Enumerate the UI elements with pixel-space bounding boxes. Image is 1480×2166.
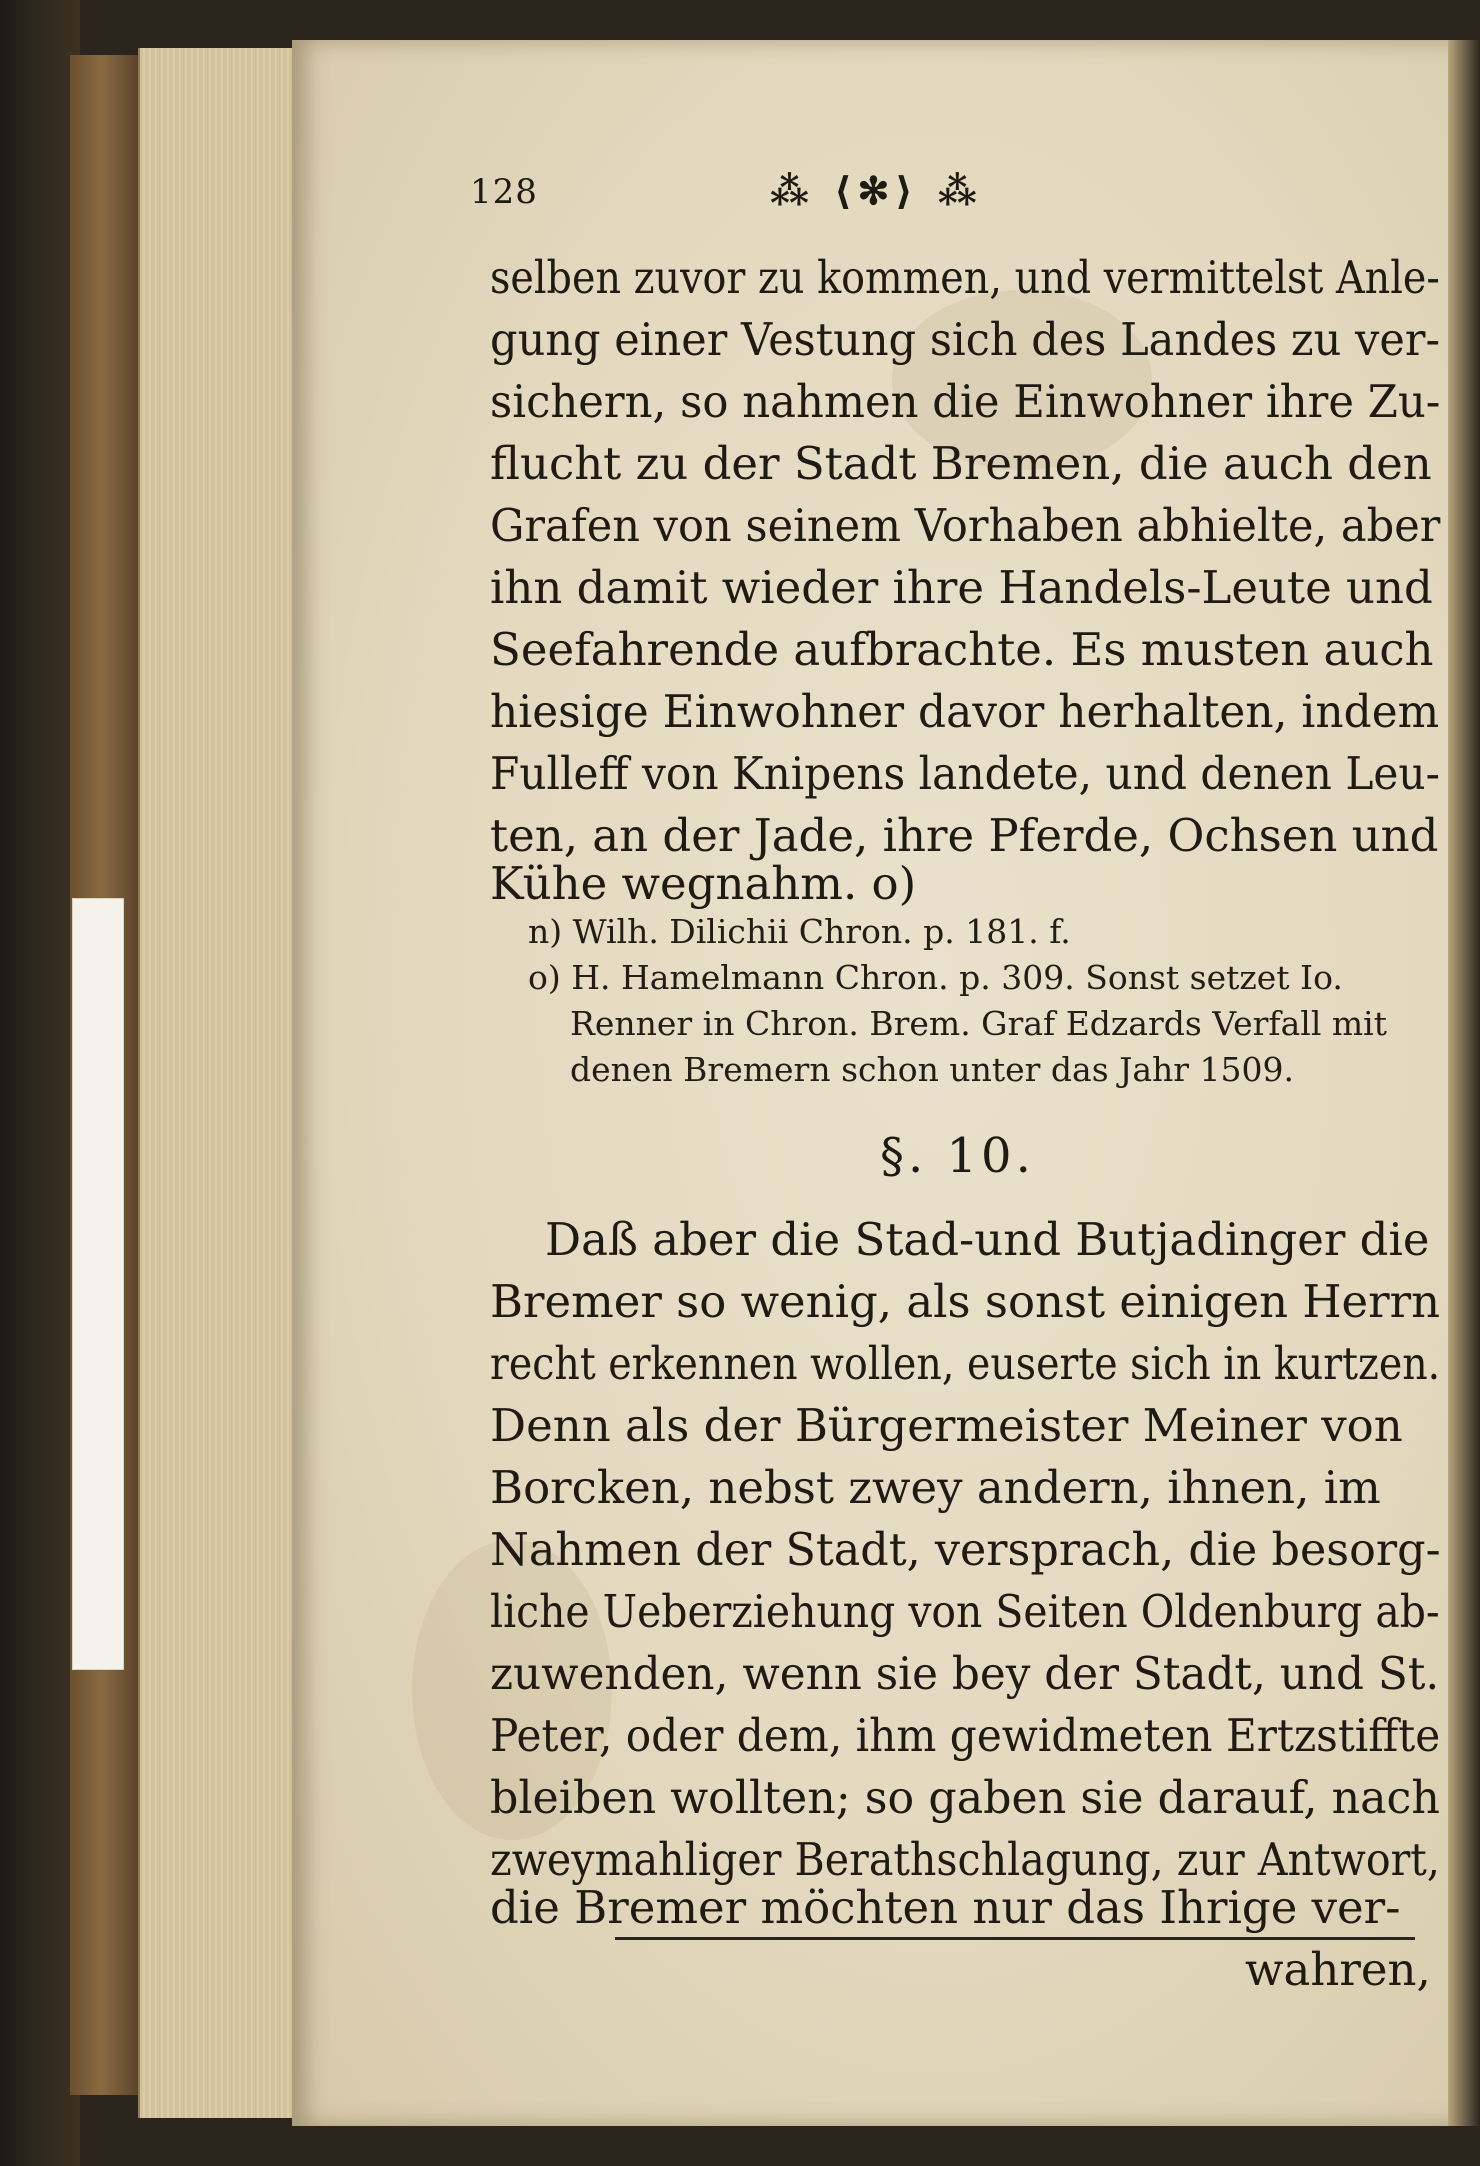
text-line: Daß aber die Stad-und Butjadinger die <box>545 1213 1430 1266</box>
text-line: ihn damit wieder ihre Handels-Leute und <box>490 561 1433 614</box>
text-line: Fulleff von Knipens landete, und denen Leu- <box>490 747 1440 800</box>
running-header <box>470 168 1200 218</box>
text-line: hiesige Einwohner davor herhalten, indem <box>490 685 1440 738</box>
text-line: Nahmen der Stadt, versprach, die besorg- <box>490 1523 1441 1576</box>
section-heading: §. 10. <box>880 1128 1035 1184</box>
text-line: gung einer Vestung sich des Landes zu ver- <box>490 313 1441 366</box>
text-line: Seefahrende aufbrachte. Es musten auch <box>490 623 1434 676</box>
page-number: 128 <box>470 172 538 212</box>
text-line: flucht zu der Stadt Bremen, die auch den <box>490 437 1432 490</box>
footnote-o-continued: denen Bremern schon unter das Jahr 1509. <box>570 1050 1295 1089</box>
text-line: die Bremer möchten nur das Ihrige ver- <box>490 1881 1401 1934</box>
text-line: ten, an der Jade, ihre Pferde, Ochsen und <box>490 809 1439 862</box>
text-line: Borcken, nebst zwey andern, ihnen, im <box>490 1461 1381 1514</box>
text-line: Peter, oder dem, ihm gewidmeten Ertzstiffte <box>490 1709 1441 1762</box>
bottom-rule <box>615 1937 1415 1940</box>
text-line: zweymahliger Berathschlagung, zur Antwort, <box>490 1833 1440 1886</box>
text-line: Denn als der Bürgermeister Meiner von <box>490 1399 1403 1452</box>
text-line: selben zuvor zu kommen, und vermittelst Anle- <box>490 251 1440 304</box>
bookmark-card <box>72 898 124 1670</box>
text-line: recht erkennen wollen, euserte sich in kurtzen. <box>490 1337 1441 1390</box>
header-ornament: ⁂ ⟨✻⟩ ⁂ <box>770 168 983 213</box>
book-cover-edge <box>0 0 80 2166</box>
text-line: bleiben wollten; so gaben sie darauf, nach <box>490 1771 1440 1824</box>
text-line: liche Ueberziehung von Seiten Oldenburg ab- <box>490 1585 1440 1638</box>
page-right-edge <box>1448 40 1480 2126</box>
text-line: zuwenden, wenn sie bey der Stadt, und St. <box>490 1647 1440 1700</box>
footnote-o: o) H. Hamelmann Chron. p. 309. Sonst setzet Io. <box>528 958 1343 997</box>
text-line: Kühe wegnahm. o) <box>490 857 917 910</box>
page-block-edge <box>138 48 300 2118</box>
footnote-n: n) Wilh. Dilichii Chron. p. 181. f. <box>528 912 1071 951</box>
text-line: Bremer so wenig, als sonst einigen Herrn <box>490 1275 1441 1328</box>
catchword: wahren, <box>1245 1943 1431 1996</box>
text-line: sichern, so nahmen die Einwohner ihre Zu- <box>490 375 1441 428</box>
text-line: Grafen von seinem Vorhaben abhielte, aber <box>490 499 1441 552</box>
footnote-o-continued: Renner in Chron. Brem. Graf Edzards Verfall mit <box>570 1004 1387 1043</box>
